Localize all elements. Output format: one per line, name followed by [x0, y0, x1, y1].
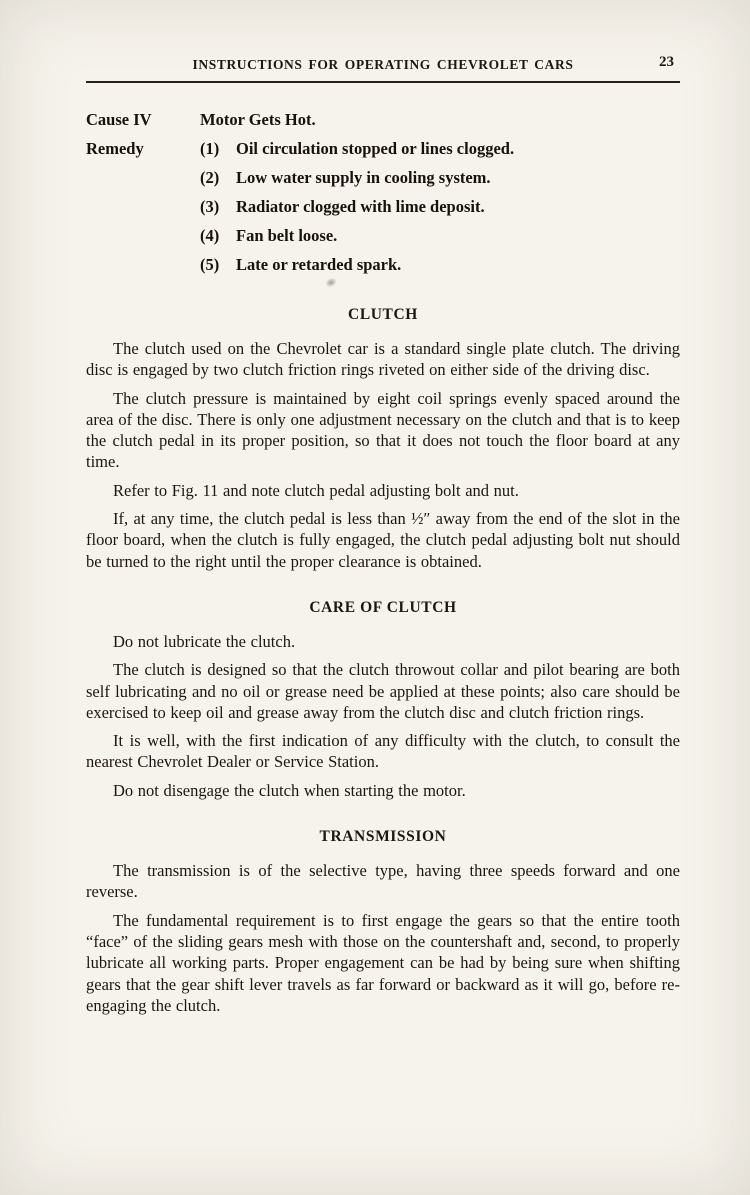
paragraph: The fundamental requirement is to first engage the gears so that the entire tooth “face” of the sliding gears mesh with those on the countershaft and, second, to properly lubricate all working parts. Proper engagement can be had by being sure when shifting gears that the gear shift lever travels as far forward or backward as it will go, before re-engaging the clutch.	[86, 910, 680, 1015]
remedy-item	[200, 192, 680, 221]
remedy-number: (1)	[200, 139, 220, 158]
remedy-text: Fan belt loose.	[236, 226, 338, 245]
paragraph: If, at any time, the clutch pedal is less than ½″ away from the end of the slot in the floor board, when the clutch is fully engaged, the clutch pedal adjusting bolt nut should be turned to the right until the proper clearance is obtained.	[86, 509, 680, 571]
paragraph: Do not disengage the clutch when starting the motor.	[113, 780, 466, 800]
remedy-text: Late or retarded spark.	[236, 255, 402, 274]
paragraph: The clutch is designed so that the clutch throwout collar and pilot bearing are both self lubricating and no oil or grease need be applied at these points; also care should be exercised to keep oil and grease away from the clutch disc and clutch friction rings.	[86, 660, 680, 722]
cause-remedy-grid	[86, 105, 680, 279]
section-clutch	[86, 306, 680, 572]
remedy-item	[200, 221, 680, 250]
cause-label: Cause IV	[86, 110, 152, 129]
remedy-text: Low water supply in cooling system.	[236, 168, 491, 187]
running-header-title: INSTRUCTIONS FOR OPERATING CHEVROLET CARS	[192, 57, 574, 72]
remedy-item	[200, 134, 680, 163]
remedy-text: Radiator clogged with lime deposit.	[236, 197, 485, 216]
remedy-number: (4)	[200, 226, 220, 245]
paragraph: Refer to Fig. 11 and note clutch pedal adjusting bolt and nut.	[113, 480, 519, 500]
page-header	[86, 56, 680, 83]
paragraph: It is well, with the first indication of any difficulty with the clutch, to consult the nearest Chevrolet Dealer or Service Station.	[86, 731, 680, 772]
section-care-of-clutch	[86, 599, 680, 801]
paragraph: The transmission is of the selective type, having three speeds forward and one reverse.	[86, 861, 680, 902]
remedy-text: Oil circulation stopped or lines clogged.	[236, 139, 515, 158]
remedy-number: (2)	[200, 168, 220, 187]
remedy-list	[200, 134, 680, 279]
section-title-clutch: CLUTCH	[348, 306, 418, 323]
trouble-section	[86, 105, 680, 279]
section-title-care-of-clutch: CARE OF CLUTCH	[309, 598, 457, 616]
remedy-number: (5)	[200, 255, 220, 274]
remedy-label: Remedy	[86, 139, 144, 158]
remedy-number: (3)	[200, 197, 220, 216]
page-number: 23	[659, 54, 674, 70]
remedy-item	[200, 250, 680, 279]
section-transmission	[86, 828, 680, 1016]
remedy-item	[200, 163, 680, 192]
cause-text: Motor Gets Hot.	[200, 110, 316, 129]
section-title-transmission: TRANSMISSION	[319, 828, 447, 846]
paragraph: Do not lubricate the clutch.	[113, 631, 296, 651]
paragraph: The clutch used on the Chevrolet car is a standard single plate clutch. The driving disc is engaged by two clutch friction rings riveted on either side of the driving disc.	[86, 339, 680, 380]
paragraph: The clutch pressure is maintained by eight coil springs evenly spaced around the area of the disc. There is only one adjustment necessary on the clutch and that is to keep the clutch pedal in its proper position, so that it does not touch the floor board at any time.	[86, 388, 680, 472]
